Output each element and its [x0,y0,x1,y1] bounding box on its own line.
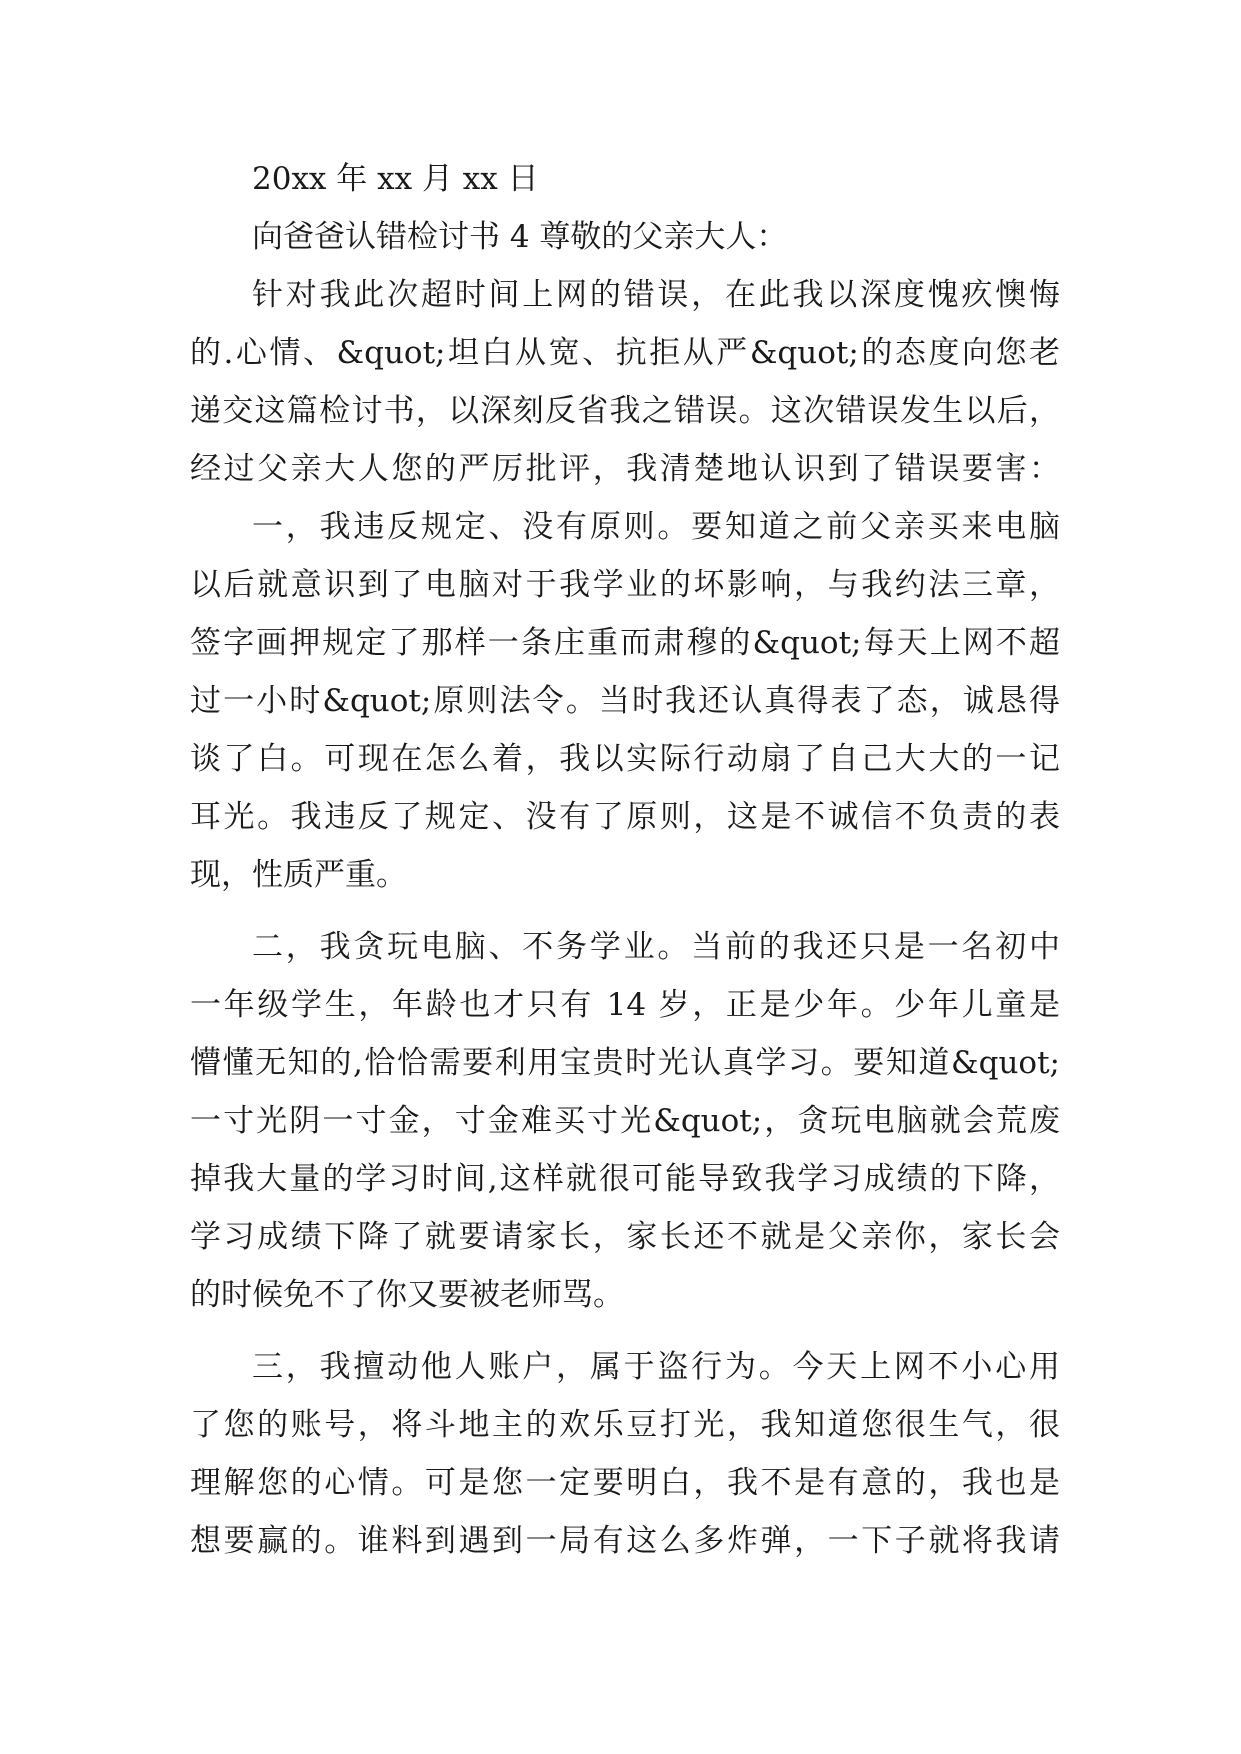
letter-greeting: 向爸爸认错检讨书 4 尊敬的父亲大人： [252,219,788,255]
paragraph-line: 签字画押规定了那样一条庄重而肃穆的&quot;每天上网不超 [190,625,1060,661]
paragraph [190,498,1060,904]
paragraph-line: 递交这篇检讨书，以深刻反省我之错误。这次错误发生以后， [190,393,1060,429]
paragraph-line: 针对我此次超时间上网的错误，在此我以深度愧疚懊悔 [252,277,1060,313]
paragraph-line: 一年级学生，年龄也才只有 14 岁，正是少年。少年儿童是 [190,987,1060,1023]
document-body [190,150,1060,1570]
paragraph-line: 三，我擅动他人账户，属于盗行为。今天上网不小心用 [252,1349,1060,1385]
letter-date: 20xx 年 xx 月 xx 日 [252,161,539,197]
paragraph-line: 二，我贪玩电脑、不务学业。当前的我还只是一名初中 [252,929,1060,965]
paragraph-line: 耳光。我违反了规定、没有了原则，这是不诚信不负责的表 [190,799,1060,835]
paragraph [190,1338,1060,1570]
paragraph-line: 理解您的心情。可是您一定要明白，我不是有意的，我也是 [190,1465,1060,1501]
paragraph-gap [190,1324,1060,1338]
paragraph-line: 现，性质严重。 [190,857,407,893]
paragraph-line: 想要赢的。谁料到遇到一局有这么多炸弹，一下子就将我请 [190,1523,1060,1559]
paragraph-line: 谈了白。可现在怎么着，我以实际行动扇了自己大大的一记 [190,741,1060,777]
paragraph-line: 的时候免不了你又要被老师骂。 [190,1277,624,1313]
paragraph-line: 掉我大量的学习时间,这样就很可能导致我学习成绩的下降， [190,1161,1060,1197]
paragraph [190,266,1060,498]
paragraph-line: 一寸光阴一寸金，寸金难买寸光&quot;，贪玩电脑就会荒废 [190,1103,1060,1139]
paragraph-line: 经过父亲大人您的严厉批评，我清楚地认识到了错误要害： [190,451,1060,487]
paragraph-gap [190,904,1060,918]
paragraph-line: 学习成绩下降了就要请家长，家长还不就是父亲你，家长会 [190,1219,1060,1255]
paragraph-line: 以后就意识到了电脑对于我学业的坏影响，与我约法三章， [190,567,1060,603]
paragraph-line: 过一小时&quot;原则法令。当时我还认真得表了态，诚恳得 [190,683,1060,719]
paragraph [190,918,1060,1324]
paragraph-line: 了您的账号，将斗地主的欢乐豆打光，我知道您很生气，很 [190,1407,1060,1443]
paragraph-line: 一，我违反规定、没有原则。要知道之前父亲买来电脑 [252,509,1060,545]
paragraph-line: 的.心情、&quot;坦白从宽、抗拒从严&quot;的态度向您老 [190,335,1060,371]
paragraph-line: 懵懂无知的,恰恰需要利用宝贵时光认真学习。要知道&quot; [190,1045,1060,1081]
